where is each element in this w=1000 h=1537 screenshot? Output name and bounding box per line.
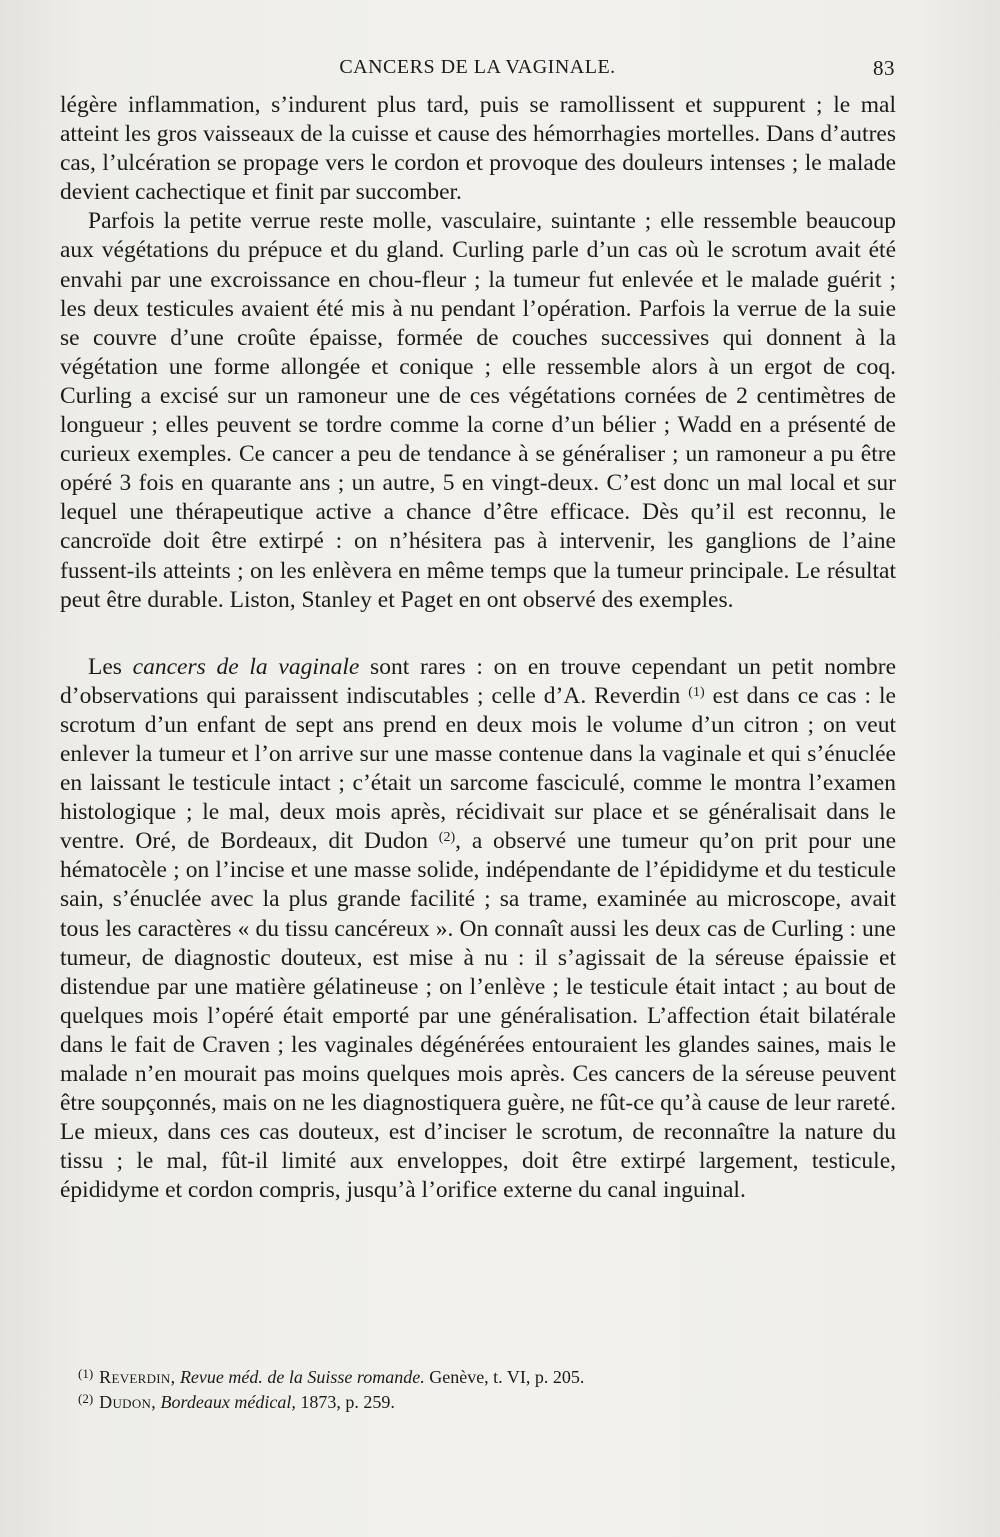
footnote-2 — [78, 1388, 896, 1413]
footnote-mark: (1) — [78, 1366, 94, 1381]
body-text — [60, 91, 896, 1205]
paragraph-text: Les — [88, 653, 133, 680]
footnotes — [78, 1363, 896, 1413]
paragraph-cancers-vaginale — [60, 653, 896, 1206]
footnote-details: 1873, p. 259. — [295, 1392, 395, 1412]
footnote-details: Genève, t. VI, p. 205. — [424, 1367, 585, 1387]
section-gap — [60, 615, 896, 653]
footnote-title: Revue méd. de la Suisse romande. — [179, 1367, 425, 1387]
page-header — [60, 56, 895, 86]
paragraph-verrue: Parfois la petite verrue reste molle, vasculaire, suintante ; elle ressemble beaucoup aux végétations du prépuce et du gland. Curling parle d’un cas où le scrotum avait été envahi par une excroissance en chou-fleur ; la tumeur fut enlevée et le malade guérit ; les deux testicules avaient été mis à nu pendant l’opération. Parfois la verrue de la suie se couvre d’une croûte épaisse, formée de couches successives qui donnent à la végétation une forme allongée et conique ; elle ressemble alors à un ergot de coq. Curling a excisé sur un ramoneur une de ces végétations cornées de 2 centimètres de longueur ; elles peuvent se tordre comme la corne d’un bélier ; Wadd en a présenté de curieux exemples. Ce cancer a peu de tendance à se généraliser ; un ramoneur a pu être opéré 3 fois en quarante ans ; un autre, 5 en vingt-deux. C’est donc un mal local et sur lequel une thérapeutique active a chance d’être efficace. Dès qu’il est reconnu, le cancroïde doit être extirpé : on n’hésitera pas à intervenir, les ganglions de l’aine fussent-ils atteints ; on les enlèvera en même temps que la tumeur principale. Le résultat peut être durable. Liston, Stanley et Paget en ont observé des exemples. — [60, 208, 896, 613]
page-number: 83 — [873, 56, 895, 80]
italic-term: cancers de la vaginale — [132, 653, 360, 680]
footnote-1 — [78, 1363, 896, 1388]
footnote-mark: (2) — [78, 1391, 94, 1406]
footnote-ref-2[interactable]: (2) — [438, 830, 456, 846]
footnote-author: Dudon, — [99, 1392, 157, 1412]
paragraph-continuation: légère inflammation, s’indurent plus tard, puis se ramollissent et suppurent ; le mal atteint les gros vaisseaux de la cuisse et cause des hémorrhagies mortelles. Dans d’autres cas, l’ulcération se propage vers le cordon et provoque des douleurs intenses ; le malade devient cachectique et finit par succomber. — [60, 92, 896, 206]
running-head: CANCERS DE LA VAGINALE. — [339, 56, 616, 78]
footnote-author: Reverdin, — [99, 1367, 176, 1387]
footnote-ref-1[interactable]: (1) — [688, 684, 705, 700]
paragraph-text: , a observé une tumeur qu’on prit pour une hématocèle ; on l’incise et une masse solide, indépendante de l’épididyme et du testicule sain, s’énuclée avec la plus grande facilité ; sa trame, examinée au microscope, avait tous les caractères « du tissu cancéreux ». On connaît aussi les deux cas de Curling : une tumeur, de diagnostic douteux, est mise à nu : il s’agissait de la séreuse épaissie et distendue par une matière gélatineuse ; on l’enlève ; le testicule était intact ; au bout de quelques mois l’opéré était emporté par une généralisation. L’affection était bilatérale dans le fait de Craven ; les vaginales dégénérées entouraient les glandes saines, mais le malade n’en mourait pas moins quelques mois après. Ces cancers de la séreuse peuvent être soupçonnés, mais on ne les diagnostiquera guère, ne fût-ce qu’à cause de leur rareté. Le mieux, dans ces cas douteux, est d’inciser le scrotum, de reconnaître la nature du tissu ; le mal, fût-il limité aux enveloppes, doit être extirpé largement, testicule, épididyme et cordon compris, jusqu’à l’orifice externe du canal inguinal. — [60, 828, 896, 1204]
paragraph-text: est dans ce cas : le scrotum d’un enfant de sept ans prend en deux mois le volume d’un citron ; on veut enlever la tumeur et l’on arrive sur une masse contenue dans la vaginale et qui s’énuclée en laissant le testicule intact ; c’était un sarcome fasciculé, comme le montra l’examen histologique ; le mal, deux mois après, récidivait sur place et se généralisait dans le ventre. Oré, de Bordeaux, dit Dudon — [60, 682, 896, 855]
footnote-title: Bordeaux médical, — [160, 1392, 296, 1412]
paragraph-text: sont rares : on en trouve cependant un petit nombre d’observations qui paraissent indiscutables ; celle d’A. Reverdin — [60, 653, 896, 709]
